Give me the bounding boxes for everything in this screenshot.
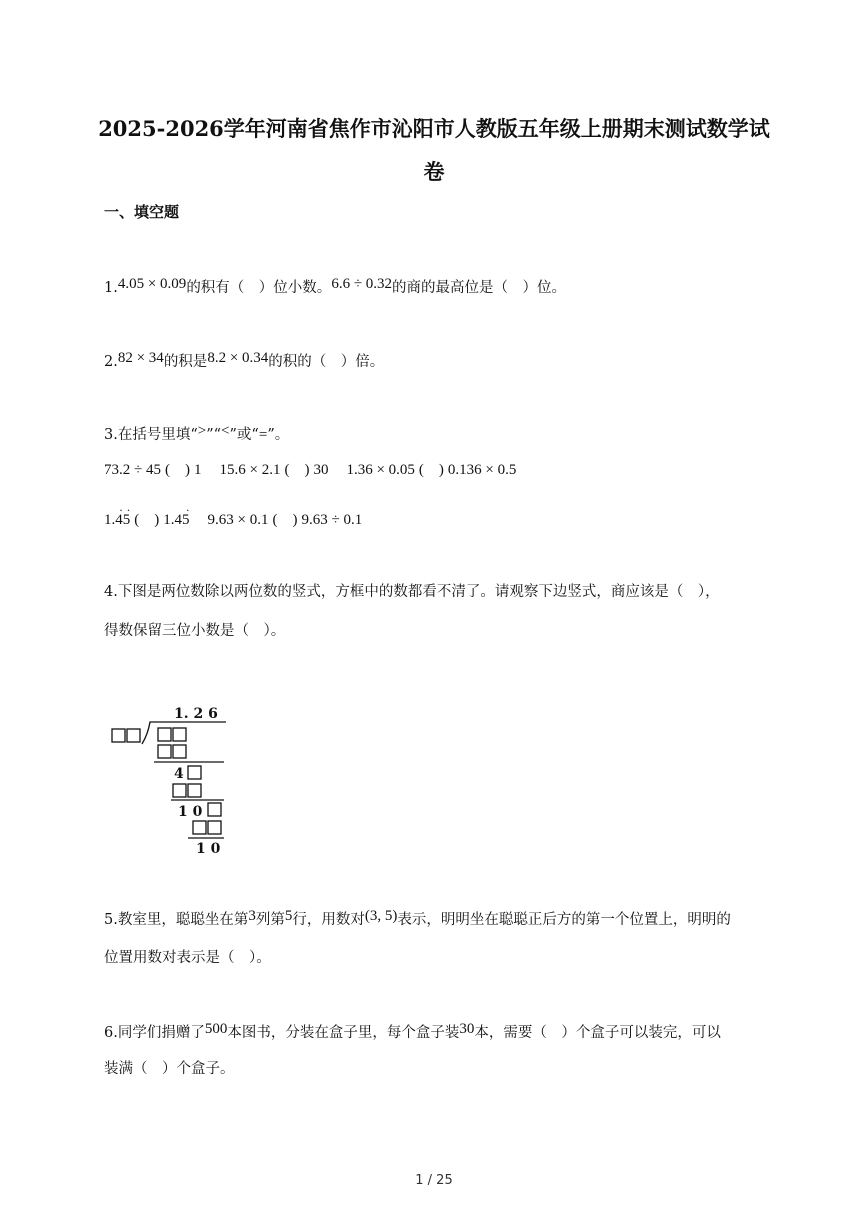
compare-left: 9.63 × 0.1: [207, 512, 269, 528]
final-remainder: 1 0: [196, 841, 221, 857]
compare-right: 9.63 ÷ 0.1: [301, 512, 363, 528]
math-expression: 8.2 × 0.34: [207, 350, 269, 366]
digit-box: [158, 728, 171, 741]
question-6-line1: [104, 1021, 721, 1045]
symbol-greater: >: [197, 423, 207, 439]
question-text: 列第: [255, 912, 285, 928]
question-text: ”或“: [229, 427, 259, 443]
math-expression: 82 × 34: [117, 350, 164, 366]
math-number: 3: [248, 908, 256, 924]
digit-box: [173, 728, 186, 741]
digit-box: [127, 729, 140, 742]
answer-paren: ( ): [418, 462, 444, 478]
compare-left: 73.2 ÷ 45: [104, 462, 161, 478]
question-3-row1: [104, 458, 516, 482]
question-text: ”“: [206, 427, 222, 443]
digit-box: [208, 803, 221, 816]
answer-paren: ( ): [164, 462, 190, 478]
digit-box: [158, 745, 171, 758]
digit-box: [188, 766, 201, 779]
question-5-line2: 位置用数对表示是（ ）。: [104, 950, 271, 966]
question-text: 的积有（ ）位小数。: [186, 280, 332, 296]
answer-paren: ( ): [134, 512, 160, 528]
repeating-digit: · 5: [123, 512, 131, 528]
section-heading-fill-blank: 一、填空题: [104, 203, 180, 221]
question-text: 本，需要（ ）个盒子可以装完，可以: [474, 1025, 721, 1041]
question-3-row2: [104, 508, 362, 532]
question-3-intro: [104, 423, 289, 447]
question-number: 2.: [104, 354, 118, 370]
repeating-digit: · 4: [115, 512, 123, 528]
question-text: 本图书，分装在盒子里，每个盒子装: [227, 1025, 460, 1041]
digit-box: [112, 729, 125, 742]
repeating-decimal-part: 1.: [104, 512, 116, 528]
symbol-equal: =: [258, 427, 268, 443]
question-2: [104, 350, 384, 374]
quotient-digits: 1. 2 6: [174, 706, 218, 722]
digit-box: [193, 821, 206, 834]
remainder-digits: 1 0: [178, 804, 203, 820]
question-text: 6.同学们捐赠了: [104, 1025, 205, 1041]
question-number: 1.: [104, 280, 118, 296]
repeating-decimal-part: 1.4: [163, 512, 182, 528]
compare-right: 30: [313, 462, 329, 478]
symbol-less: <: [221, 423, 230, 439]
compare-left: 15.6 × 2.1: [219, 462, 281, 478]
document-title-line2: 卷: [423, 159, 445, 184]
question-4-line1: 4.下图是两位数除以两位数的竖式，方框中的数都看不清了。请观察下边竖式，商应该是（ ），: [104, 584, 720, 600]
question-text: 表示，明明坐在聪聪正后方的第一个位置上，明明的: [397, 912, 731, 928]
compare-right: 0.136 × 0.5: [447, 462, 517, 478]
math-expression: (3, 5): [364, 908, 398, 924]
math-number: 500: [204, 1021, 228, 1037]
answer-paren: ( ): [272, 512, 298, 528]
math-number: 30: [459, 1021, 475, 1037]
long-division-diagram: [108, 700, 248, 865]
compare-right: 1: [193, 462, 202, 478]
question-text: 行，用数对: [292, 912, 365, 928]
question-text: ”。: [267, 427, 290, 443]
math-number: 5: [284, 908, 293, 924]
question-text: 的商的最高位是（ ）位。: [392, 280, 567, 296]
repeating-digit: · 5: [182, 512, 190, 528]
math-expression: 4.05 × 0.09: [117, 276, 187, 292]
page-indicator: 1 / 25: [415, 1173, 453, 1188]
question-5-line1: [104, 908, 731, 932]
question-1: [104, 276, 566, 300]
question-text: 的积是: [163, 354, 208, 370]
question-text: 5.教室里，聪聪坐在第: [104, 912, 249, 928]
digit-box: [208, 821, 221, 834]
document-title-line1: 2025-2026学年河南省焦作市沁阳市人教版五年级上册期末测试数学试: [98, 116, 770, 141]
compare-left: 1.36 × 0.05: [346, 462, 415, 478]
question-6-line2: 装满（ ）个盒子。: [104, 1061, 235, 1077]
digit-box: [173, 745, 186, 758]
answer-paren: ( ): [284, 462, 310, 478]
question-4-line2: 得数保留三位小数是（ ）。: [104, 623, 286, 639]
math-expression: 6.6 ÷ 0.32: [331, 276, 393, 292]
digit-box: [173, 784, 186, 797]
digit-box: [188, 784, 201, 797]
question-text: 的积的（ ）倍。: [268, 354, 385, 370]
question-text: 3.在括号里填“: [104, 427, 198, 443]
remainder-digit: 4: [174, 766, 184, 782]
